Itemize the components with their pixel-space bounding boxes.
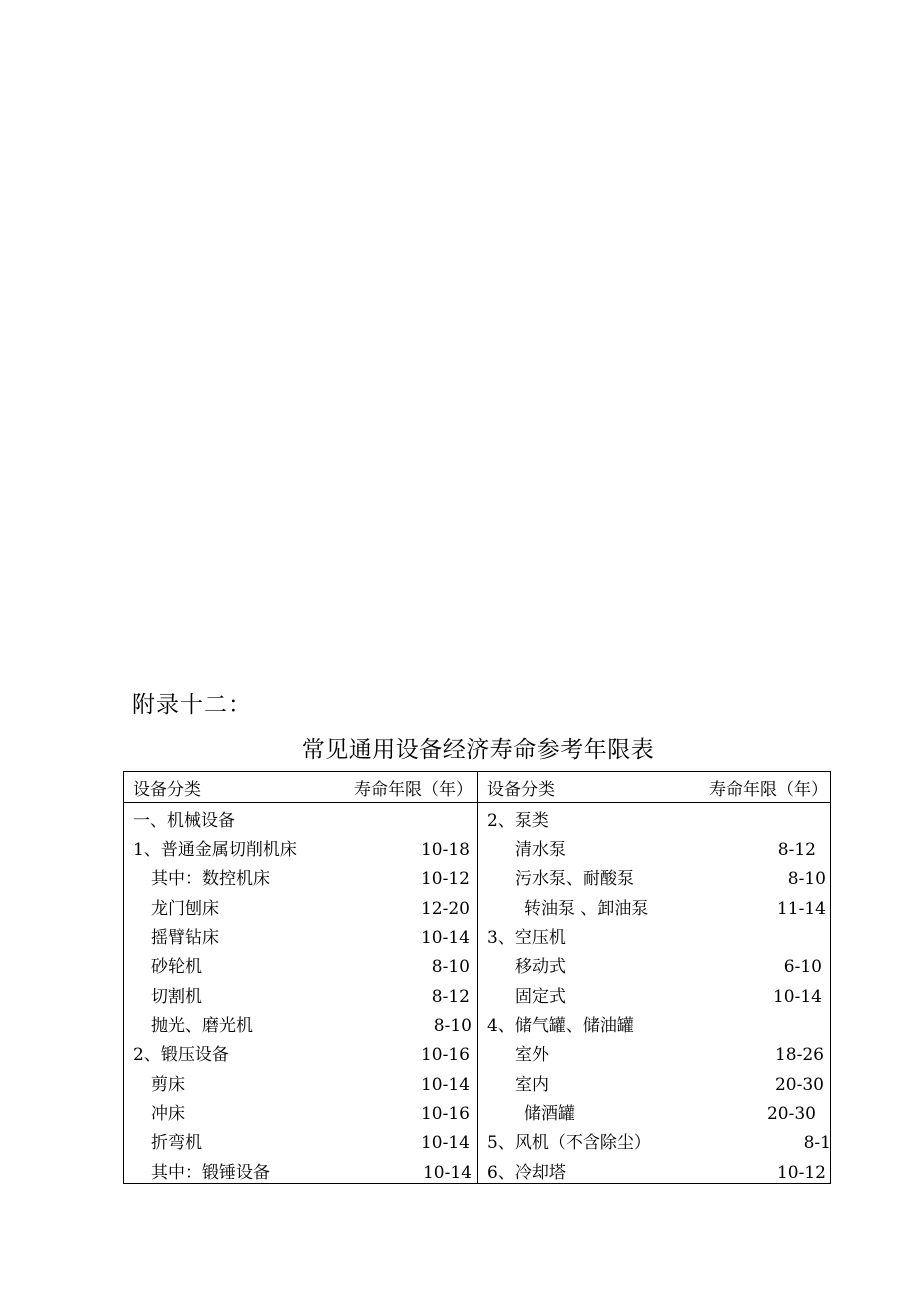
right-row-label: 5、风机（不含除尘） (487, 1133, 651, 1153)
right-row-label: 2、泵类 (487, 811, 549, 831)
left-row-label: 折弯机 (151, 1133, 202, 1153)
left-row-label: 一、机械设备 (133, 811, 235, 831)
left-row-value: 8-12 (431, 987, 470, 1007)
right-row-label: 室外 (515, 1045, 549, 1065)
right-row-value: 10-14 (772, 987, 822, 1007)
left-row-label: 切割机 (151, 987, 202, 1007)
left-row-label: 2、锻压设备 (133, 1045, 229, 1065)
right-row-label: 转油泵 、卸油泵 (524, 899, 649, 919)
left-row-value: 10-16 (420, 1045, 470, 1065)
right-row-label: 清水泵 (515, 840, 566, 860)
right-row-value: 8-1 (803, 1133, 831, 1153)
left-row-value: 12-20 (420, 899, 470, 919)
right-row-label: 固定式 (515, 987, 566, 1007)
right-row-label: 4、储气罐、储油罐 (487, 1016, 634, 1036)
left-row-label: 摇臂钻床 (151, 928, 219, 948)
right-row-value: 10-12 (776, 1163, 826, 1183)
left-row-label: 冲床 (151, 1104, 185, 1124)
right-row-value: 6-10 (783, 957, 822, 977)
right-row-value: 20-30 (766, 1104, 816, 1124)
right-row-value: 11-14 (776, 899, 826, 919)
left-row-value: 10-16 (420, 1104, 470, 1124)
left-row-label: 剪床 (151, 1075, 185, 1095)
left-row-value: 10-14 (422, 1163, 472, 1183)
left-row-value: 10-14 (420, 1133, 470, 1153)
left-row-label: 砂轮机 (151, 957, 202, 977)
header-left-life: 寿命年限（年） (354, 780, 473, 800)
right-row-value: 8-12 (777, 840, 816, 860)
right-row-label: 室内 (515, 1075, 549, 1095)
left-row-label: 龙门刨床 (151, 899, 219, 919)
left-row-value: 10-18 (420, 840, 470, 860)
right-row-value: 18-26 (774, 1045, 824, 1065)
life-table (123, 771, 831, 1184)
right-row-label: 污水泵、耐酸泵 (515, 869, 634, 889)
left-row-value: 8-10 (431, 957, 470, 977)
left-row-value: 10-14 (420, 928, 470, 948)
left-row-label: 1、普通金属切削机床 (133, 840, 297, 860)
right-row-label: 3、空压机 (487, 928, 566, 948)
left-row-label: 其中：锻锤设备 (151, 1163, 270, 1183)
appendix-label: 附录十二： (132, 692, 252, 718)
header-divider (124, 802, 830, 803)
right-row-label: 储酒罐 (524, 1104, 575, 1124)
left-row-value: 10-14 (420, 1075, 470, 1095)
left-row-value: 8-10 (433, 1016, 472, 1036)
header-right-life: 寿命年限（年） (709, 780, 828, 800)
right-row-value: 20-30 (774, 1075, 824, 1095)
right-row-label: 移动式 (515, 957, 566, 977)
header-left-category: 设备分类 (133, 780, 201, 800)
left-row-label: 抛光、磨光机 (151, 1016, 253, 1036)
header-right-category: 设备分类 (487, 780, 555, 800)
column-divider (477, 772, 478, 1183)
right-row-value: 8-10 (787, 869, 826, 889)
right-row-label: 6、冷却塔 (487, 1163, 566, 1183)
left-row-label: 其中：数控机床 (151, 869, 270, 889)
table-title: 常见通用设备经济寿命参考年限表 (301, 737, 655, 763)
left-row-value: 10-12 (420, 869, 470, 889)
